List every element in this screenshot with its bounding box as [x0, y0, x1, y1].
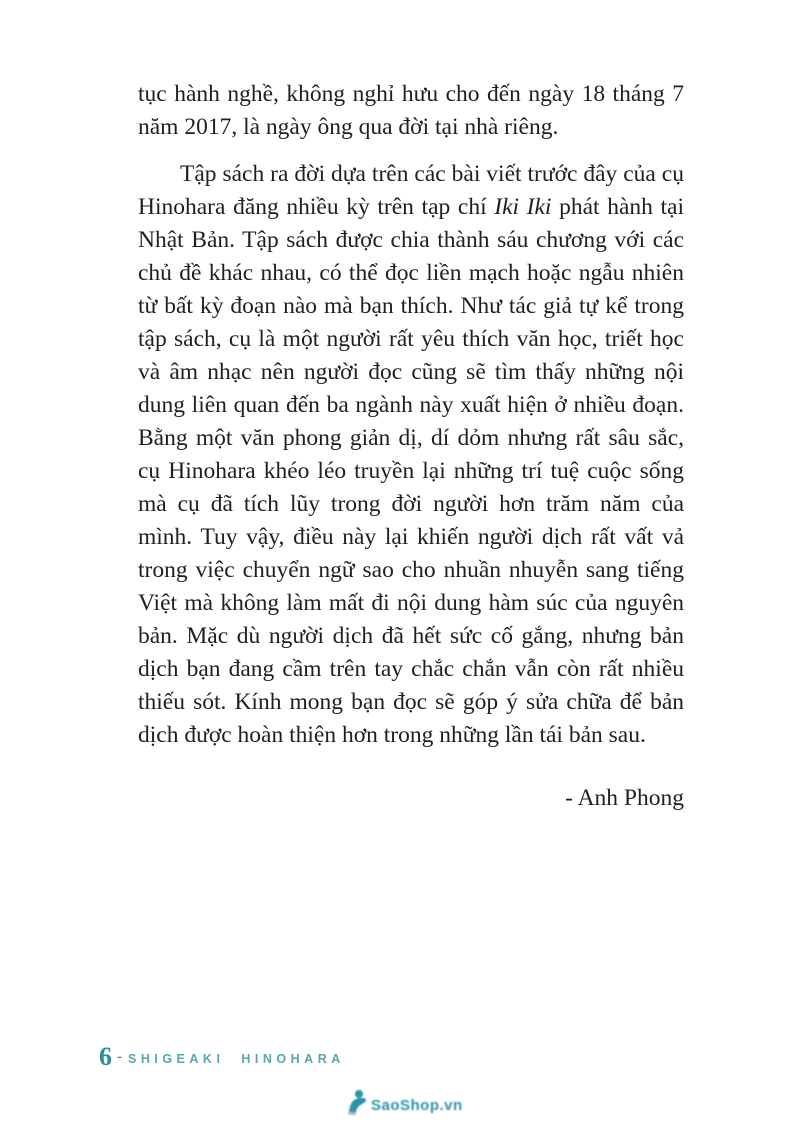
footer-book-title: SHIGEAKI HINOHARA [128, 1052, 345, 1067]
paragraph-main-text-before: Tập sách ra đời dựa trên các bài viết trước đây của cụ Hinohara đăng nhiều kỳ trên tạp chí [138, 161, 684, 220]
page-body-text [138, 78, 684, 839]
magazine-title-italic: Iki Iki [494, 194, 552, 220]
watermark-text: SaoShop.vn [371, 1097, 463, 1114]
footer-separator: - [117, 1048, 122, 1065]
watermark-person-icon [346, 1089, 368, 1116]
watermark-logo [346, 1089, 463, 1116]
page-number: 6 [99, 1042, 112, 1071]
paragraph-main-text-after: phát hành tại Nhật Bản. Tập sách được chia thành sáu chương với các chủ đề khác nhau, có thể đọc liền mạch hoặc ngẫu nhiên từ bất kỳ đoạn nào mà bạn thích. Như tác giả tự kể trong tập sách, cụ là một người rất yêu thích văn học, triết học và âm nhạc nên người đọc cũng sẽ tìm thấy những nội dung liên quan đến ba ngành này xuất hiện ở nhiều đoạn. Bằng một văn phong giản dị, dí dỏm nhưng rất sâu sắc, cụ Hinohara khéo léo truyền lại những trí tuệ cuộc sống mà cụ đã tích lũy trong đời người hơn trăm năm của mình. Tuy vậy, điều này lại khiến người dịch rất vất vả trong việc chuyển ngữ sao cho nhuần nhuyễn sang tiếng Việt mà không làm mất đi nội dung hàm súc của nguyên bản. Mặc dù người dịch đã hết sức cố gắng, nhưng bản dịch bạn đang cầm trên tay chắc chắn vẫn còn rất nhiều thiếu sót. Kính mong bạn đọc sẽ góp ý sửa chữa để bản dịch được hoàn thiện hơn trong những lần tái bản sau. [138, 194, 685, 748]
page-footer [99, 1044, 345, 1070]
paragraph-main [138, 158, 684, 752]
translator-signature: - Anh Phong [565, 785, 684, 811]
paragraph-continuation: tục hành nghề, không nghỉ hưu cho đến ngày 18 tháng 7 năm 2017, là ngày ông qua đời tại nhà riêng. [138, 81, 684, 140]
